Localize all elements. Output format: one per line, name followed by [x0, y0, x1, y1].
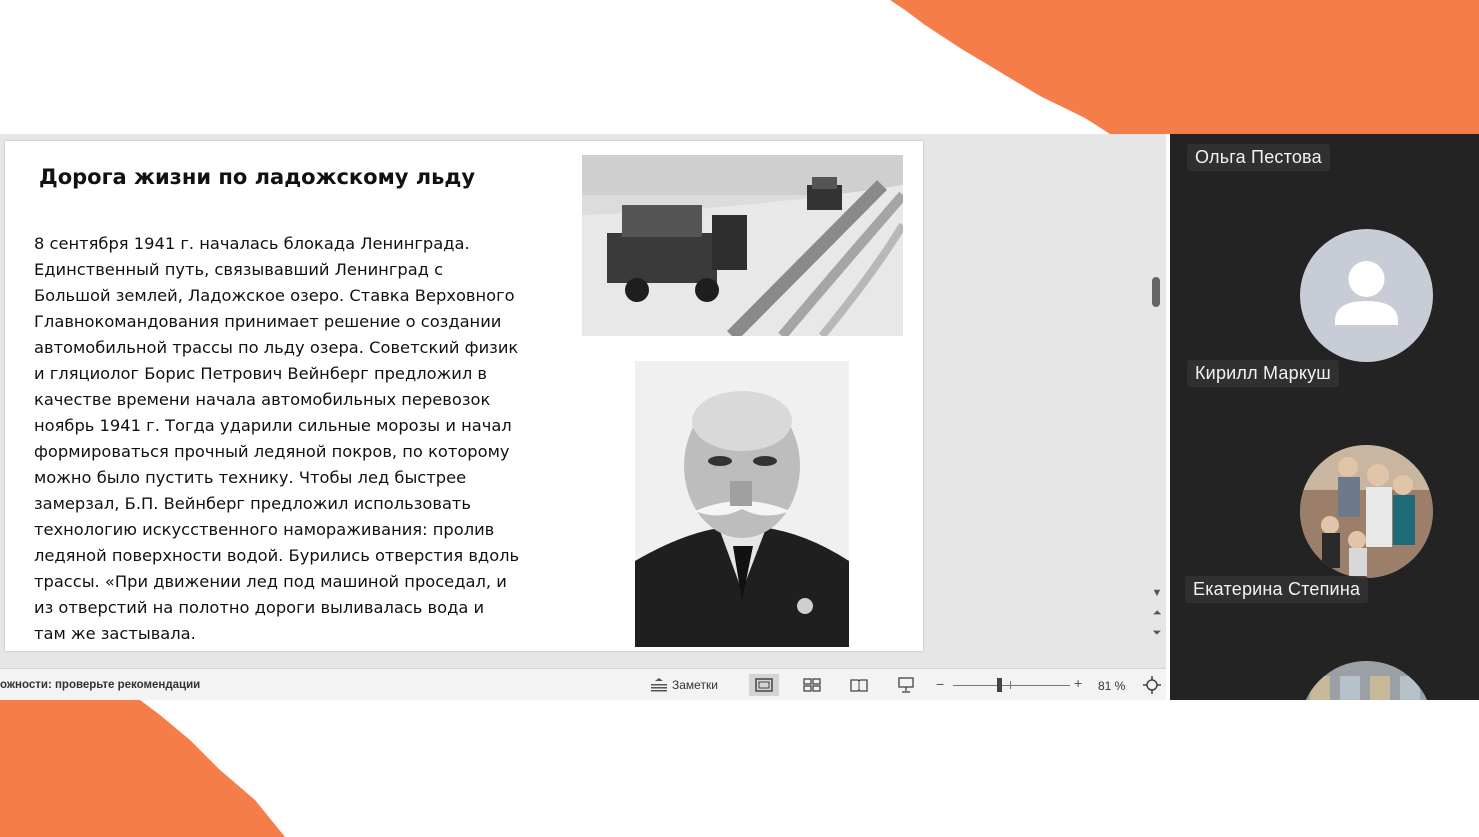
- scroll-down-icon[interactable]: ▼: [1151, 587, 1163, 599]
- slide-body-text: 8 сентября 1941 г. началась блокада Ленинграда. Единственный путь, связывавший Ленинград с Большой землей, Ладожское озеро. Ставка Верховного Главнокомандования принимает решение о создании автомобильной трассы по льду озера. Советский физик и гляциолог Борис Петрович Вейнберг предложил в качестве времени начала автомобильных перевозок ноябрь 1941 г. Тогда ударили сильные морозы и начал формироваться прочный ледяной покров, по которому можно было пустить технику. Чтобы лед быстрее замерзал, Б.П. Вейнберг предложил использовать технологию искусственного намораживания: пролив ледяной поверхности водой. Бурились отверстия вдоль трассы. «При движении лед под машиной проседал, и из отверстий на полотно дороги выливалась вода и там же застывала.: [34, 234, 520, 643]
- photo-portrait-veinberg: [635, 361, 849, 647]
- zoom-slider-track[interactable]: [953, 685, 1070, 686]
- slideshow-button[interactable]: [891, 674, 921, 696]
- projector-icon: [897, 677, 915, 693]
- building-photo-image: [1300, 661, 1433, 700]
- zoom-slider-thumb[interactable]: [997, 678, 1002, 692]
- family-photo-image: [1300, 445, 1433, 578]
- zoom-slider-center-mark: [1010, 681, 1011, 689]
- presentation-window: [0, 134, 1166, 700]
- orange-shape-top-right: [890, 0, 1479, 134]
- previous-slide-icon[interactable]: ⏶: [1152, 607, 1162, 619]
- participants-panel: [1170, 134, 1479, 700]
- person-icon: [1300, 229, 1433, 362]
- book-icon: [850, 678, 868, 692]
- notes-label: Заметки: [672, 678, 718, 692]
- participant-name-tag: Ольга Пестова: [1187, 144, 1330, 171]
- slide-title: Дорога жизни по ладожскому льду: [39, 165, 476, 189]
- participant-avatar-photo: [1300, 445, 1433, 578]
- scrollbar-thumb[interactable]: [1152, 277, 1160, 307]
- status-bar: [0, 668, 1166, 700]
- photo-ice-road-trucks: [582, 155, 903, 336]
- participant-avatar-placeholder: [1300, 229, 1433, 362]
- participant-avatar-photo-partial: [1300, 661, 1433, 700]
- slide-canvas: [5, 141, 923, 651]
- fit-to-window-icon[interactable]: [1142, 675, 1162, 695]
- normal-view-icon: [755, 678, 773, 692]
- reading-view-button[interactable]: [844, 674, 874, 696]
- slide-sorter-view-button[interactable]: [797, 674, 827, 696]
- notes-button[interactable]: [650, 676, 718, 694]
- grid-icon: [803, 678, 821, 692]
- notes-icon: [650, 677, 668, 693]
- normal-view-button[interactable]: [749, 674, 779, 696]
- zoom-percent[interactable]: 81 %: [1098, 679, 1126, 693]
- orange-shape-bottom-left: [0, 700, 285, 837]
- zoom-out-icon[interactable]: −: [936, 676, 945, 692]
- next-slide-icon[interactable]: ⏷: [1152, 627, 1162, 639]
- participant-name-tag: Кирилл Маркуш: [1187, 360, 1339, 387]
- vertical-scrollbar[interactable]: [1148, 134, 1166, 668]
- zoom-in-icon[interactable]: +: [1074, 675, 1083, 691]
- participant-name-tag: Екатерина Степина: [1185, 576, 1368, 603]
- accessibility-status[interactable]: ожности: проверьте рекомендации: [0, 679, 201, 691]
